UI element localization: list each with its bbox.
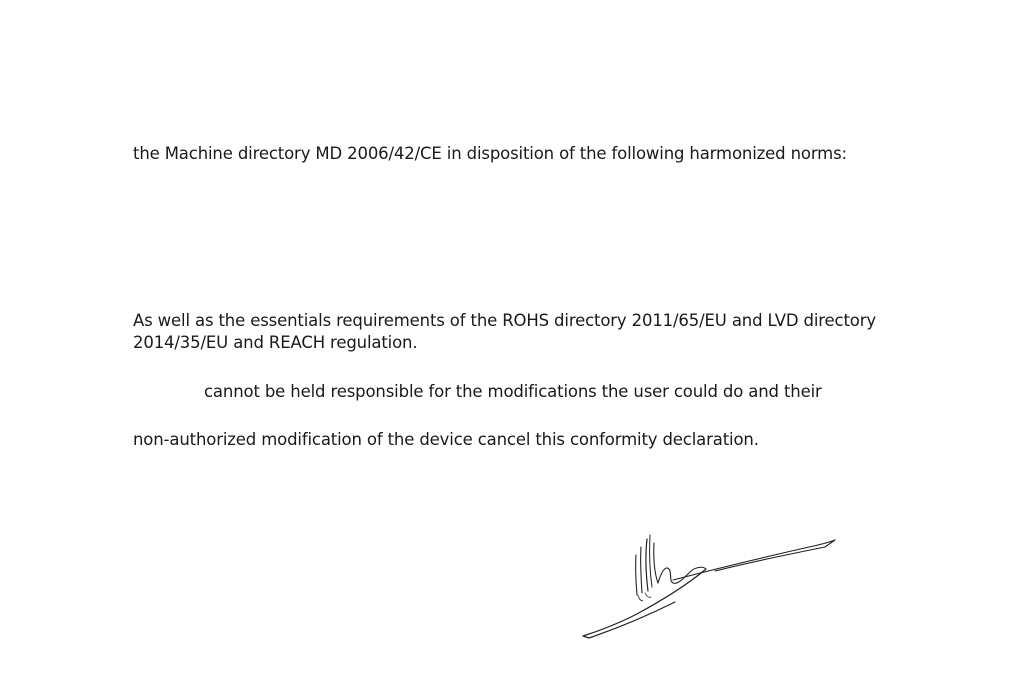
handwritten-signature-icon [575,525,845,645]
rohs-requirements-paragraph [133,310,876,354]
rohs-requirements-line-1: As well as the essentials requirements of the ROHS directory 2011/65/EU and LVD directory [133,311,876,330]
responsibility-disclaimer-line: cannot be held responsible for the modifications the user could do and their [204,382,822,401]
conformity-cancellation-line: non-authorized modification of the device cancel this conformity declaration. [133,430,759,449]
harmonized-norms-line: the Machine directory MD 2006/42/CE in disposition of the following harmonized norms: [133,144,847,163]
rohs-requirements-line-2: 2014/35/EU and REACH regulation. [133,333,418,352]
